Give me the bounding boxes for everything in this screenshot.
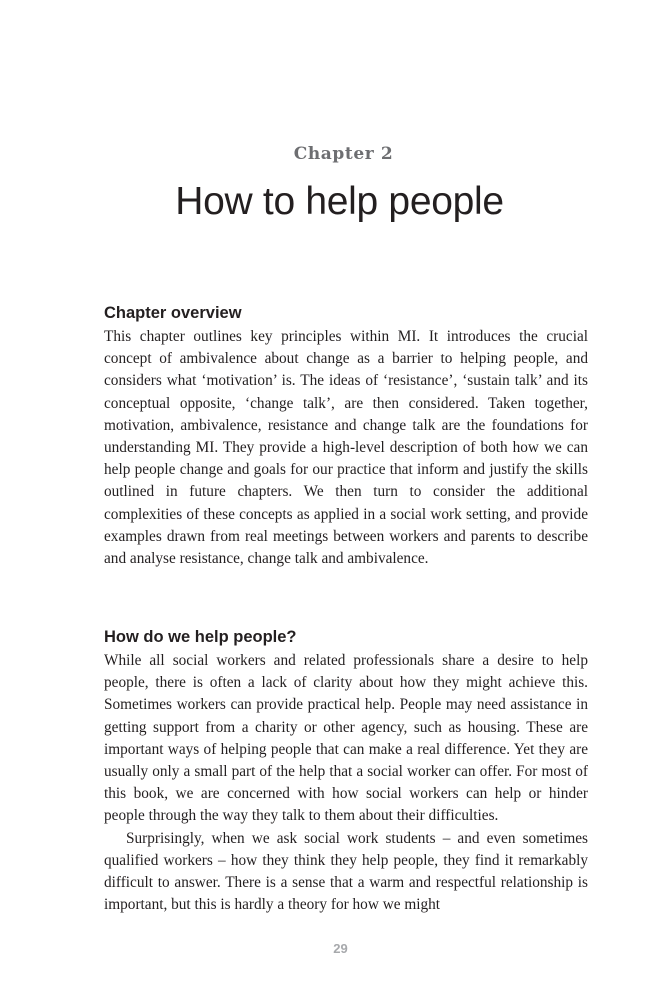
section-how-do-we-help-people: [104, 628, 588, 916]
section-chapter-overview: [104, 304, 588, 570]
chapter-title: How to help people: [175, 180, 504, 223]
section-heading: How do we help people?: [104, 628, 297, 646]
chapter-label: Chapter 2: [293, 144, 394, 164]
page-number: 29: [333, 941, 348, 956]
paragraph: Surprisingly, when we ask social work students – and even sometimes qualified workers – how they think they help people, they find it remarkably difficult to answer. There is a sense that a warm and respectful relationship is important, but this is hardly a theory for how we might: [104, 829, 588, 914]
section-heading: Chapter overview: [104, 304, 242, 322]
paragraph: This chapter outlines key principles within MI. It introduces the crucial concept of ambivalence about change as a barrier to helping people, and considers what ‘motivation’ is. The ideas of ‘resistance’, ‘sustain talk’ and its conceptual opposite, ‘change talk’, are then considered. Taken together, motivation, ambivalence, resistance and change talk are the foundations for understanding MI. They provide a high-level description of both how we can help people change and goals for our practice that inform and justify the skills outlined in future chapters. We then turn to consider the additional complexities of these concepts as applied in a social work setting, and provide examples drawn from real meetings between workers and parents to describe and analyse resistance, change talk and ambivalence.: [104, 328, 588, 568]
paragraph: While all social workers and related professionals share a desire to help people, there is often a lack of clarity about how they might achieve this. Sometimes workers can provide practical help. People may need assistance in getting support from a charity or other agency, such as housing. These are important ways of helping people that can make a real difference. Yet they are usually only a small part of the help that a social worker can offer. For most of this book, we are concerned with how social workers can help or hinder people through the way they talk to them about their difficulties.: [104, 652, 588, 825]
